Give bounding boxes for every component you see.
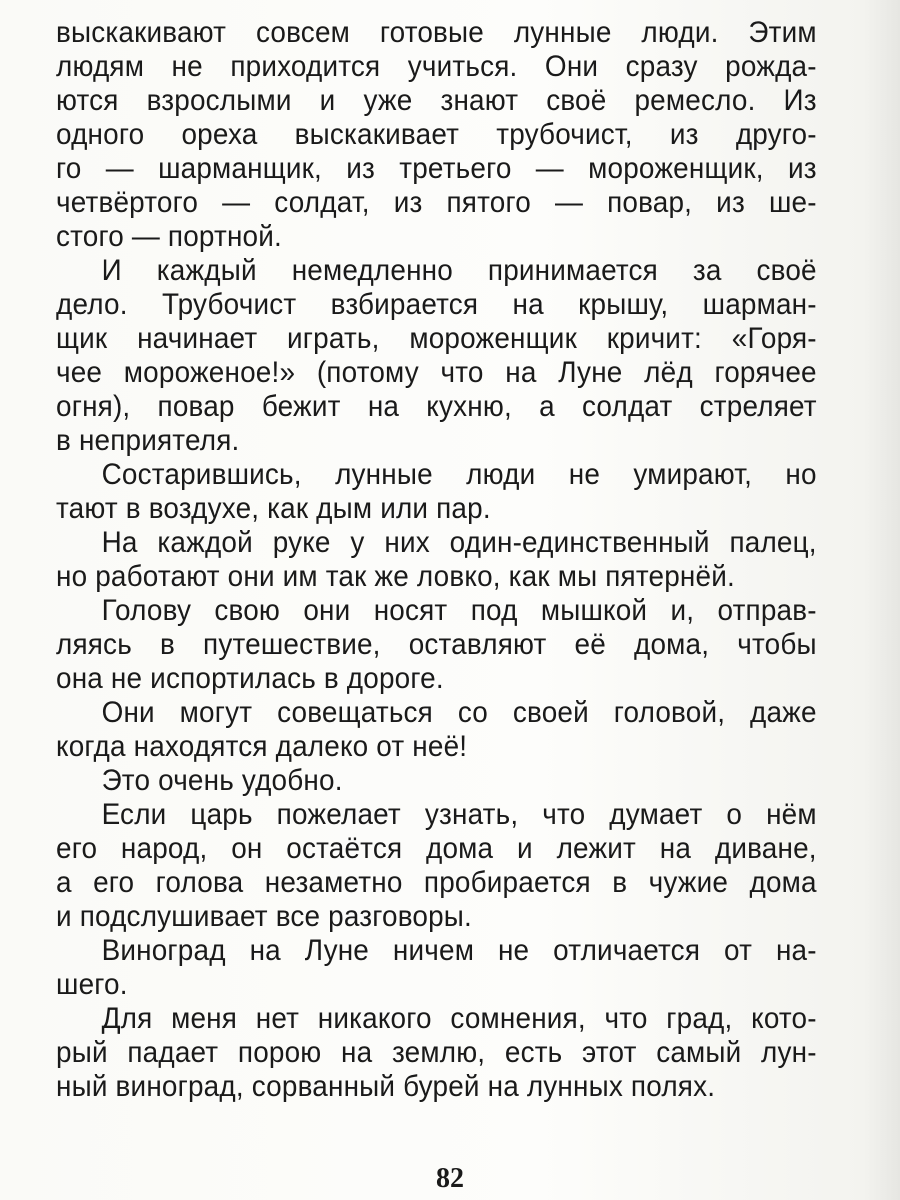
text-line: ный виноград, сорванный бурей на лунных полях. [56,1070,716,1103]
text-line: чее мороженое!» (потому что на Луне лёд горячее [56,356,817,389]
page-number: 82 [436,1163,464,1194]
text-line: Для меня нет никакого сомнения, что град, кото- [101,1002,817,1035]
text-line: когда находятся далеко от неё! [56,730,468,763]
text-line: четвёртого — солдат, из пятого — повар, из ше- [56,186,817,219]
text-line: одного ореха выскакивает трубочист, из друго- [56,118,817,151]
text-line: выскакивают совсем готовые лунные люди. Этим [56,16,817,49]
text-line: рый падает порою на землю, есть этот самый лун- [56,1036,817,1069]
paragraph [56,458,817,526]
text-line: Они могут совещаться со своей головой, даже [101,696,817,729]
text-line: Виноград на Луне ничем не отличается от на- [101,934,817,967]
text-line: в неприятеля. [56,424,240,457]
text-line: И каждый немедленно принимается за своё [101,254,817,287]
text-line: Это очень удобно. [101,764,343,797]
text-line: Голову свою они носят под мышкой и, отправ- [101,594,817,627]
text-line: а его голова незаметно пробирается в чужие дома [56,866,817,899]
text-line: людям не приходится учиться. Они сразу рожда- [56,50,817,83]
paragraph [56,16,817,254]
text-line: Если царь пожелает узнать, что думает о нём [101,798,817,831]
paragraph [56,798,817,934]
paragraph [56,764,817,798]
text-line: и подслушивает все разговоры. [56,900,472,933]
text-line: го — шарманщик, из третьего — мороженщик, из [56,152,817,185]
paragraph [56,1002,817,1104]
text-line: дело. Трубочист взбирается на крышу, шарман- [56,288,817,321]
paragraph [56,526,817,594]
text-line: она не испортилась в дороге. [56,662,444,695]
paragraph [56,696,817,764]
text-line: шего. [56,968,128,1001]
body-text [56,16,817,1104]
text-line: его народ, он остаётся дома и лежит на диване, [56,832,817,865]
text-line: ляясь в путешествие, оставляют её дома, чтобы [56,628,817,661]
text-line: огня), повар бежит на кухню, а солдат стреляет [56,390,817,423]
text-line: Состарившись, лунные люди не умирают, но [101,458,817,491]
text-line: стого — портной. [56,220,282,253]
paragraph [56,934,817,1002]
text-line: тают в воздухе, как дым или пар. [56,492,491,525]
text-line: ются взрослыми и уже знают своё ремесло. Из [56,84,817,117]
paragraph [56,254,817,458]
text-line: но работают они им так же ловко, как мы пятернёй. [56,560,735,593]
text-line: щик начинает играть, мороженщик кричит: «Горя- [56,322,817,355]
paragraph [56,594,817,696]
text-line: На каждой руке у них один-единственный палец, [101,526,817,559]
